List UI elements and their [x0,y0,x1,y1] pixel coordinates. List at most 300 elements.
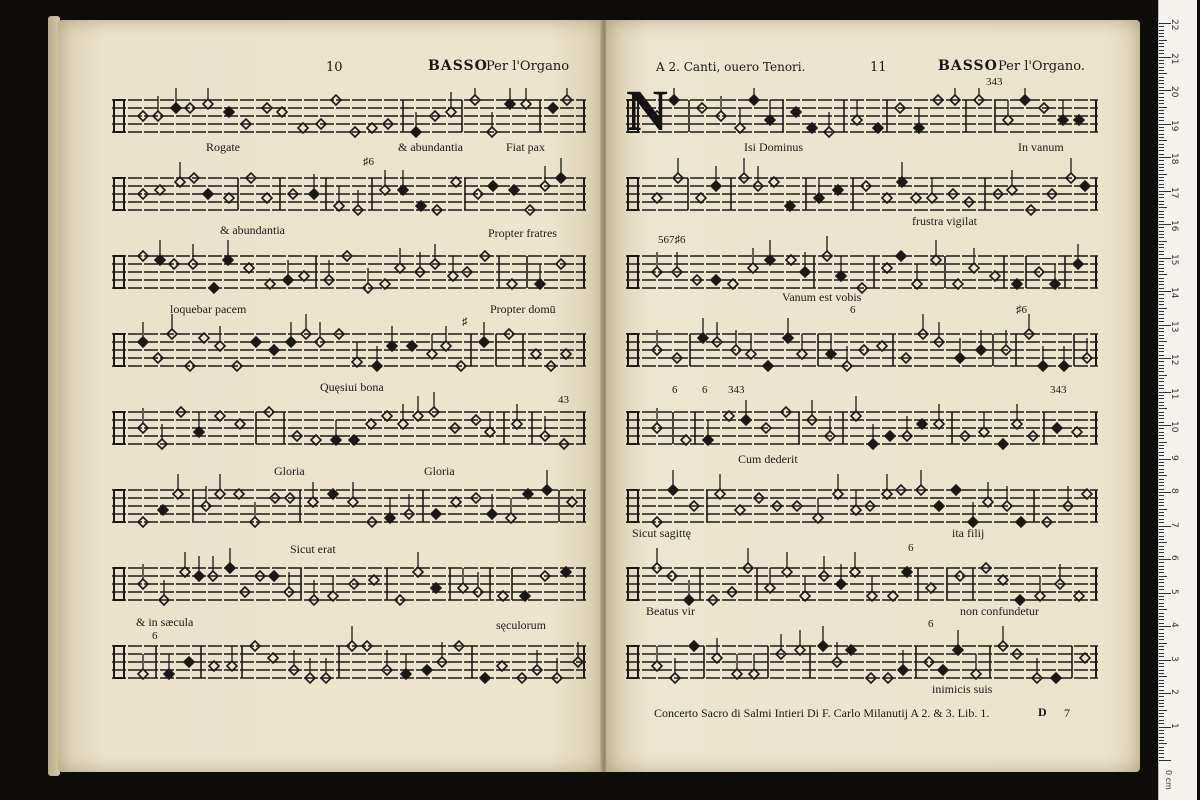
music-staff [626,548,1098,605]
figure-567: 567♯6 [658,234,686,246]
note-head [556,173,566,183]
lyric-seculorum: sęculorum [496,618,546,632]
ruler-tick [1159,606,1164,607]
ruler-tick [1159,562,1164,563]
note-head [711,181,721,191]
lyric-sicut-sagitte: Sicut sagittę [632,526,691,540]
lyric-loquebar: loquebar pacem [170,302,247,316]
lyric-beatus-vir: Beatus vir [646,604,695,618]
ruler-tick [1159,284,1164,285]
note-head [1052,423,1062,433]
note-head [1016,517,1026,527]
ruler-tick [1159,435,1164,436]
right-part-title-text: BASSO [938,58,998,74]
ruler-tick [1159,402,1164,403]
ruler-tick [1159,341,1167,342]
figure-6: 6 [152,630,158,642]
ruler-tick [1159,274,1167,275]
music-staff [626,158,1098,215]
note-head [689,641,699,651]
ruler-tick [1159,485,1164,486]
ruler-tick [1159,663,1164,664]
ruler-tick [1159,127,1164,128]
ruler-tick [1159,113,1164,114]
note-head [542,485,552,495]
ruler-tick [1159,549,1164,550]
ruler-tick [1159,264,1164,265]
note-head [487,509,497,519]
ruler-tick [1159,77,1164,78]
note-head [998,439,1008,449]
note-head [836,579,846,589]
note-head [1020,95,1030,105]
ruler-tick [1159,643,1167,644]
lyric-vanum-est: Vanum est vobis [782,290,862,304]
ruler-number: 20 [1169,86,1179,98]
ruler-tick [1159,633,1164,634]
lyric-quesiui: Quęsiui bona [320,380,384,394]
music-staff [626,470,1098,527]
lyric-cum-dederit: Cum dederit [738,452,798,466]
figure-sharp: ♯ [462,316,468,328]
note-head [251,337,261,347]
ruler-tick [1159,308,1167,309]
ruler-tick [1159,231,1164,232]
note-head [818,641,828,651]
note-head [711,275,721,285]
note-head [934,501,944,511]
ruler-number: 13 [1169,320,1179,332]
figure-6-e: 6 [928,618,934,630]
ruler-tick [1159,733,1164,734]
ruler-tick [1159,140,1167,141]
music-staff [112,158,586,215]
note-head [171,103,181,113]
ruler-tick [1159,381,1164,382]
ruler-tick [1159,46,1164,47]
lyric-fiat-pax: Fiat pax [506,140,545,154]
ruler-number: 7 [1169,521,1179,528]
ruler-tick [1159,720,1164,721]
note-head [1059,361,1069,371]
note-head [1038,361,1048,371]
ruler-tick [1159,26,1164,27]
note-head [431,509,441,519]
ruler-tick [1159,348,1164,349]
ruler-tick [1159,750,1164,751]
ruler-tick [1159,40,1167,41]
ruler-tick [1159,589,1164,590]
ruler-tick [1159,164,1164,165]
measurement-ruler [1158,0,1197,800]
ruler-tick [1159,30,1164,31]
ruler-tick [1159,134,1164,135]
left-part-title-text: BASSO [428,58,488,74]
ruler-number: 16 [1169,220,1179,232]
note-head [203,189,213,199]
ruler-tick [1159,676,1167,677]
ruler-tick [1159,730,1164,731]
decorated-initial: N [626,78,668,143]
ruler-tick [1159,294,1164,295]
note-head [209,283,219,293]
ruler-tick [1159,428,1164,429]
ruler-tick [1159,529,1164,530]
ruler-tick [1159,70,1164,71]
note-head [488,181,498,191]
open-book [48,14,1148,776]
ruler-tick [1159,177,1164,178]
ruler-tick [1159,395,1164,396]
lyric-gloria-1: Gloria [274,464,305,478]
ruler-tick [1159,696,1164,697]
lyric-ita-filij: ita filij [952,526,985,540]
note-head [1073,259,1083,269]
ruler-tick [1159,197,1164,198]
ruler-tick [1159,566,1164,567]
ruler-tick [1159,221,1164,222]
ruler-tick [1159,422,1164,423]
music-staff [626,626,1098,683]
lyric-gloria-2: Gloria [424,464,455,478]
note-head [480,673,490,683]
ruler-tick [1159,465,1164,466]
figure-43: 43 [558,394,569,406]
music-staff [626,88,1098,137]
ruler-tick [1159,217,1164,218]
ruler-number: 17 [1169,186,1179,198]
ruler-tick [1159,723,1164,724]
ruler-tick [1159,247,1164,248]
ruler-tick [1159,710,1167,711]
ruler-number: 9 [1169,454,1179,461]
left-part-subtitle: Per l'Organo [486,59,570,74]
ruler-tick [1159,385,1164,386]
note-head [951,485,961,495]
ruler-unit: 0 cm [1164,770,1173,790]
note-head [1080,181,1090,191]
ruler-tick [1159,445,1164,446]
ruler-tick [1159,103,1164,104]
note-head [763,361,773,371]
lyric-abundantia-1: & abundantia [398,140,463,154]
ruler-tick [1159,572,1164,573]
ruler-tick [1159,378,1164,379]
figure-sharp6-b: ♯6 [1016,304,1027,316]
ruler-tick [1159,368,1164,369]
ruler-tick [1159,335,1164,336]
music-staff [112,240,586,293]
music-staff [112,548,586,605]
ruler-number: 19 [1169,119,1179,131]
ruler-tick [1159,639,1164,640]
ruler-tick [1159,418,1164,419]
ruler-tick [1159,556,1164,557]
note-head [749,95,759,105]
right-page [606,20,1140,772]
ruler-tick [1159,321,1164,322]
ruler-tick [1159,552,1164,553]
ruler-tick [1159,509,1167,510]
note-head [309,189,319,199]
ruler-tick [1159,244,1164,245]
lyric-frustra: frustra vigilat [912,214,977,228]
ruler-tick [1159,670,1164,671]
lyric-propter-fratres: Propter fratres [488,226,557,240]
ruler-number: 2 [1169,689,1179,695]
ruler-tick [1159,33,1164,34]
ruler-tick [1159,442,1167,443]
ruler-tick [1159,753,1164,754]
music-staff [112,88,586,137]
ruler-tick [1159,375,1167,376]
signature-mark: D [1038,705,1047,719]
lyric-abundantia-2: & abundantia [220,223,285,237]
lyric-non-confundetur: non confundetur [960,604,1039,618]
ruler-tick [1159,154,1164,155]
ruler-tick [1159,519,1164,520]
ruler-tick [1159,53,1164,54]
note-head [896,251,906,261]
left-page-number: 10 [326,60,343,75]
note-head [479,337,489,347]
note-head [955,353,965,363]
lyric-nisi-dominus: Isi Dominus [744,140,804,154]
ruler-tick [1159,482,1164,483]
note-head [422,665,432,675]
note-head [668,485,678,495]
note-head [225,563,235,573]
ruler-tick [1159,415,1164,416]
ruler-number: 22 [1169,19,1179,31]
ruler-tick [1159,227,1164,228]
ruler-tick [1159,43,1164,44]
ruler-tick [1159,469,1164,470]
figure-sharp6: ♯6 [363,156,374,168]
ruler-number: 14 [1169,287,1179,299]
ruler-tick [1159,462,1164,463]
ruler-tick [1159,438,1164,439]
note-head [885,431,895,441]
ruler-tick [1159,603,1164,604]
ruler-tick [1159,194,1164,195]
figure-343-top: 343 [986,76,1003,88]
ruler-tick [1159,515,1164,516]
ruler-tick [1159,448,1164,449]
ruler-tick [1159,80,1164,81]
figure-6-c: 6 [702,384,708,396]
ruler-tick [1159,690,1164,691]
note-head [138,337,148,347]
music-staff [626,314,1098,371]
figure-343-mid: 343 [728,384,745,396]
ruler-tick [1159,686,1164,687]
left-part-title [428,58,488,74]
ruler-tick [1159,371,1164,372]
ruler-tick [1159,388,1164,389]
ruler-tick [1159,180,1164,181]
ruler-number: 12 [1169,354,1179,366]
ruler-tick [1159,576,1167,577]
ruler-tick [1159,539,1164,540]
ruler-tick [1159,649,1164,650]
ruler-tick [1159,107,1167,108]
ruler-tick [1159,93,1164,94]
ruler-number: 11 [1169,387,1179,399]
ruler-tick [1159,713,1164,714]
ruler-tick [1159,743,1167,744]
ruler-tick [1159,455,1164,456]
ruler-tick [1159,318,1164,319]
ruler-tick [1159,137,1164,138]
ruler-tick [1159,619,1164,620]
ruler-tick [1159,298,1164,299]
note-head [286,337,296,347]
right-voice-header: A 2. Canti, ouero Tenori. [656,60,806,74]
ruler-number: 1 [1169,722,1179,729]
left-page [58,20,604,772]
ruler-tick [1159,479,1164,480]
ruler-tick [1159,150,1164,151]
ruler-tick [1159,405,1164,406]
ruler-tick [1159,365,1164,366]
ruler-tick [1159,97,1164,98]
ruler-number: 15 [1169,253,1179,265]
ruler-tick [1159,100,1164,101]
ruler-tick [1159,355,1164,356]
ruler-tick [1159,207,1167,208]
right-page-number: 11 [870,60,887,75]
ruler-tick [1159,613,1164,614]
ruler-tick [1159,234,1164,235]
ruler-tick [1159,536,1164,537]
ruler-number: 6 [1169,555,1179,561]
ruler-tick [1159,683,1164,684]
ruler-tick [1159,67,1164,68]
ruler-tick [1159,170,1164,171]
ruler-tick [1159,268,1164,269]
ruler-tick [1159,211,1164,212]
ruler-tick [1159,432,1164,433]
ruler-tick [1159,522,1164,523]
ruler-tick [1159,204,1164,205]
note-head [269,345,279,355]
ruler-tick [1159,495,1164,496]
ruler-tick [1159,616,1164,617]
note-head [938,665,948,675]
note-head [741,415,751,425]
ruler-tick [1159,737,1164,738]
ruler-tick [1159,452,1164,453]
music-staff [112,392,586,449]
ruler-tick [1159,187,1164,188]
ruler-tick [1159,579,1164,580]
ruler-tick [1159,278,1164,279]
ruler-tick [1159,241,1167,242]
note-head [269,571,279,581]
figure-343-right: 343 [1050,384,1067,396]
lyric-in-vanum: In vanum [1018,140,1064,154]
ruler-tick [1159,214,1164,215]
ruler-tick [1159,63,1164,64]
note-head [372,361,382,371]
ruler-tick [1159,288,1164,289]
ruler-tick [1159,261,1164,262]
ruler-tick [1159,412,1164,413]
ruler-tick [1159,512,1164,513]
ruler-number: 3 [1169,655,1179,662]
note-head [800,267,810,277]
ruler-tick [1159,653,1164,654]
ruler-tick [1159,656,1164,657]
right-part-title [938,58,998,74]
ruler-tick [1159,314,1164,315]
music-staff [112,470,586,527]
ruler-tick [1159,147,1164,148]
ruler-tick [1159,87,1164,88]
ruler-tick [1159,281,1164,282]
ruler-tick [1159,703,1164,704]
ruler-tick [1159,254,1164,255]
ruler-tick [1159,636,1164,637]
ruler-tick [1159,110,1164,111]
figure-6-a: 6 [850,304,856,316]
note-head [868,439,878,449]
ruler-tick [1159,331,1164,332]
note-head [411,127,421,137]
ruler-tick [1159,345,1164,346]
ruler-tick [1159,586,1164,587]
ruler-tick [1159,117,1164,118]
note-head [1051,673,1061,683]
ruler-tick [1159,599,1164,600]
ruler-tick [1159,338,1164,339]
ruler-tick [1159,532,1164,533]
lyric-in-secula: & in sæcula [136,615,194,629]
ruler-tick [1159,271,1164,272]
lyric-propter-domu: Propter domū [490,302,556,316]
ruler-tick [1159,623,1164,624]
ruler-tick [1159,546,1164,547]
figure-6-d: 6 [908,542,914,554]
ruler-tick [1159,760,1171,761]
ruler-tick [1159,36,1164,37]
ruler-tick [1159,120,1164,121]
ruler-tick [1159,666,1164,667]
ruler-tick [1159,716,1164,717]
ruler-tick [1159,646,1164,647]
ruler-tick [1159,706,1164,707]
ruler-tick [1159,304,1164,305]
ruler-tick [1159,398,1164,399]
note-head [194,571,204,581]
ruler-tick [1159,489,1164,490]
ruler-number: 8 [1169,488,1179,494]
ruler-number: 5 [1169,588,1179,595]
page-footer-title: Concerto Sacro di Salmi Intieri Di F. Carlo Milanutij A 2. & 3. Lib. 1. [654,706,990,720]
music-staff [112,314,586,371]
ruler-tick [1159,130,1164,131]
music-staff [626,396,1098,449]
right-part-subtitle: Per l'Organo. [998,59,1085,74]
ruler-tick [1159,184,1164,185]
ruler-tick [1159,569,1164,570]
ruler-number: 10 [1169,421,1179,433]
note-head [184,657,194,667]
ruler-tick [1159,160,1164,161]
ruler-tick [1159,502,1164,503]
note-head [976,345,986,355]
